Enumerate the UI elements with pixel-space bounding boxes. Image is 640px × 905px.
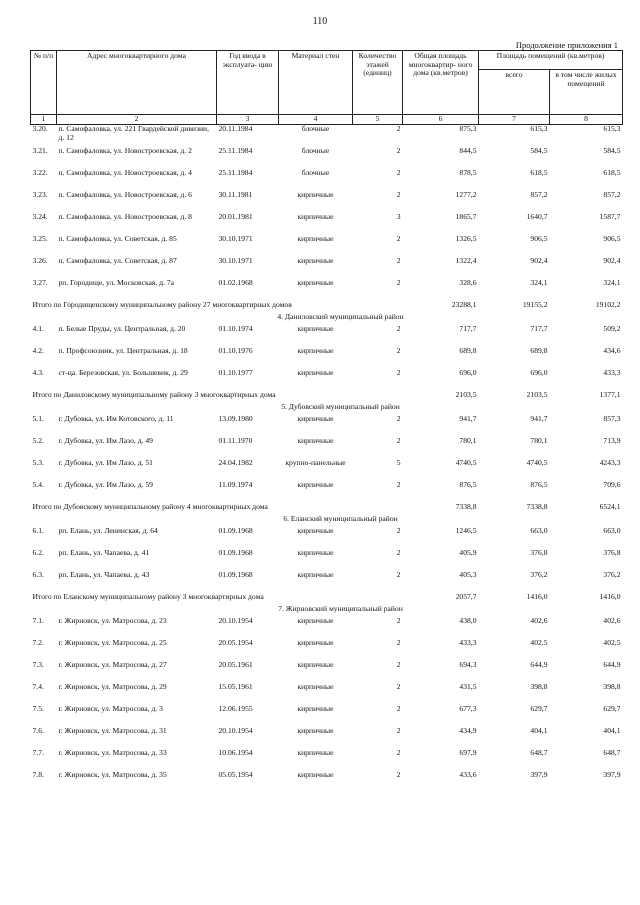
column-number: 3 (217, 115, 279, 125)
row-area-living: 648,7 (603, 748, 621, 757)
row-floors: 2 (396, 660, 401, 669)
row-area-all: 876,5 (530, 480, 548, 489)
row-address: рп. Елань, ул. Ленинская, д. 64 (58, 526, 158, 535)
row-year: 11.09.1974 (218, 480, 253, 489)
row-address: г. Жирновск, ул. Матросова, д. 27 (58, 660, 167, 669)
row-year: 30.10.1971 (218, 256, 253, 265)
row-area-all: 696,0 (530, 368, 548, 377)
row-area-living: 324,1 (603, 278, 621, 287)
total-label: Итого по Дубовскому муниципальному району 4 многоквартирных дома (32, 502, 268, 511)
row-total-area: 780,1 (459, 436, 477, 445)
row-number: 3.22. (32, 168, 48, 177)
row-address: рп. Городище, ул. Московская, д. 7а (58, 278, 175, 287)
section-heading: 5. Дубовский муниципальный район (281, 402, 400, 411)
row-area-all: 717,7 (530, 324, 548, 333)
header-total-area: Общая площадь многоквартир- ного дома (кв.метров) (403, 51, 479, 115)
row-number: 5.1. (32, 414, 44, 423)
row-number: 7.2. (32, 638, 44, 647)
row-year: 01.11.1970 (218, 436, 253, 445)
table-row (31, 213, 623, 235)
total-area-living: 19102,2 (595, 300, 621, 309)
row-year: 20.10.1954 (218, 726, 253, 735)
column-number: 1 (31, 115, 57, 125)
table-row (31, 705, 623, 727)
row-material: кирпичные (297, 190, 334, 199)
row-address: г. Дубовка, ул. Им Котовского, д. 11 (58, 414, 174, 423)
row-year: 01.10.1977 (218, 368, 253, 377)
row-floors: 2 (396, 368, 401, 377)
row-area-all: 629,7 (530, 704, 548, 713)
row-address: рп. Елань, ул. Чапаева, д. 41 (58, 548, 150, 557)
table-row (31, 347, 623, 369)
row-floors: 2 (396, 704, 401, 713)
row-number: 7.6. (32, 726, 44, 735)
row-material: кирпичные (297, 234, 334, 243)
row-material: кирпичные (297, 324, 334, 333)
row-number: 3.24. (32, 212, 48, 221)
row-area-all: 648,7 (530, 748, 548, 757)
row-floors: 2 (396, 234, 401, 243)
row-material: кирпичные (297, 726, 334, 735)
total-label: Итого по Даниловскому муниципальному району 3 многоквартирных дома (32, 390, 276, 399)
row-area-all: 376,8 (530, 548, 548, 557)
row-area-all: 780,1 (530, 436, 548, 445)
row-year: 25.11.1984 (218, 146, 253, 155)
row-area-all: 1640,7 (526, 212, 548, 221)
section-heading: 6. Еланский муниципальный район (283, 514, 398, 523)
column-number: 5 (353, 115, 403, 125)
row-number: 6.3. (32, 570, 44, 579)
row-area-living: 434,6 (603, 346, 621, 355)
row-address: г. Дубовка, ул. Им Лазо, д. 51 (58, 458, 153, 467)
row-address: п. Профсоюзник, ул. Центральная, д. 18 (58, 346, 188, 355)
row-total-area: 405,9 (459, 548, 477, 557)
row-floors: 2 (396, 682, 401, 691)
total-area: 7338,8 (455, 502, 477, 511)
row-area-living: 713,9 (603, 436, 621, 445)
row-material: блочные (301, 168, 330, 177)
row-year: 01.10.1976 (218, 346, 253, 355)
row-area-all: 4740,5 (526, 458, 548, 467)
row-total-area: 1865,7 (455, 212, 477, 221)
row-material: кирпичные (297, 278, 334, 287)
row-number: 6.1. (32, 526, 44, 535)
row-area-living: 402,6 (603, 616, 621, 625)
row-total-area: 1326,5 (455, 234, 477, 243)
table-row (31, 661, 623, 683)
table-row (31, 749, 623, 771)
row-area-living: 644,9 (603, 660, 621, 669)
row-total-area: 697,9 (459, 748, 477, 757)
row-number: 7.1. (32, 616, 44, 625)
row-area-living: 376,8 (603, 548, 621, 557)
row-area-living: 584,5 (603, 146, 621, 155)
row-total-area: 876,5 (459, 480, 477, 489)
row-floors: 2 (396, 616, 401, 625)
row-total-area: 438,0 (459, 616, 477, 625)
row-material: кирпичные (297, 660, 334, 669)
row-floors: 2 (396, 480, 401, 489)
row-total-area: 677,3 (459, 704, 477, 713)
header-address: Адрес многоквартирного дома (57, 51, 217, 115)
row-number: 4.3. (32, 368, 44, 377)
row-year: 01.09.1968 (218, 526, 253, 535)
row-address: г. Жирновск, ул. Матросова, д. 3 (58, 704, 163, 713)
row-total-area: 4740,5 (455, 458, 477, 467)
row-year: 20.01.1981 (218, 212, 253, 221)
row-total-area: 689,8 (459, 346, 477, 355)
table-row (31, 617, 623, 639)
total-area: 2057,7 (455, 592, 477, 601)
row-floors: 2 (396, 436, 401, 445)
row-total-area: 405,3 (459, 570, 477, 579)
table-row (31, 191, 623, 213)
row-floors: 2 (396, 548, 401, 557)
row-area-living: 618,5 (603, 168, 621, 177)
row-material: кирпичные (297, 436, 334, 445)
row-floors: 2 (396, 726, 401, 735)
row-material: кирпичные (297, 256, 334, 265)
row-address: п. Самофаловка, ул. Новостроевская, д. 2 (58, 146, 192, 155)
header-floors: Количество этажей (единиц) (353, 51, 403, 115)
row-area-all: 689,8 (530, 346, 548, 355)
row-address: г. Дубовка, ул. Им Лазо, д. 59 (58, 480, 153, 489)
table-row (31, 549, 623, 571)
page-number: 110 (312, 16, 328, 27)
header-premises: Площадь помещений (кв.метров) (479, 51, 623, 70)
row-address: ст-ца. Березовская, ул. Большевик, д. 29 (58, 368, 188, 377)
row-area-living: 4243,3 (599, 458, 621, 467)
row-address: г. Жирновск, ул. Матросова, д. 23 (58, 616, 167, 625)
row-material: кирпичные (297, 570, 334, 579)
row-address: г. Жирновск, ул. Матросова, д. 29 (58, 682, 167, 691)
row-address: п. Самофаловка, ул. Новостроевская, д. 8 (58, 212, 192, 221)
row-floors: 2 (396, 526, 401, 535)
total-area-living: 1416,0 (599, 592, 621, 601)
row-year: 05.05.1954 (218, 770, 253, 779)
table-row (31, 459, 623, 481)
header-premises-living: в том числе жилых помещений (550, 70, 623, 115)
row-year: 30.10.1971 (218, 234, 253, 243)
row-number: 4.1. (32, 324, 44, 333)
row-area-all: 618,5 (530, 168, 548, 177)
row-number: 5.2. (32, 436, 44, 445)
row-address: п. Самофаловка, ул. Новостроевская, д. 6 (58, 190, 192, 199)
row-area-living: 857,3 (603, 414, 621, 423)
row-area-living: 433,3 (603, 368, 621, 377)
row-area-all: 584,5 (530, 146, 548, 155)
total-label: Итого по Еланскому муниципальному району 3 многоквартирных дома (32, 592, 264, 601)
row-total-area: 434,9 (459, 726, 477, 735)
row-year: 20.11.1984 (218, 124, 253, 133)
row-floors: 2 (396, 278, 401, 287)
row-material: кирпичные (297, 212, 334, 221)
table-row (31, 639, 623, 661)
table-row (31, 257, 623, 279)
total-area-all: 7338,8 (526, 502, 548, 511)
row-floors: 2 (396, 748, 401, 757)
row-floors: 2 (396, 414, 401, 423)
table-row (31, 571, 623, 593)
row-floors: 2 (396, 256, 401, 265)
row-address: рп. Елань, ул. Чапаева, д. 43 (58, 570, 150, 579)
row-material: кирпичные (297, 526, 334, 535)
row-area-living: 615,3 (603, 124, 621, 133)
row-area-living: 906,5 (603, 234, 621, 243)
row-address: п. Самофаловка, ул. Советская, д. 85 (58, 234, 177, 243)
total-area: 23288,1 (451, 300, 477, 309)
row-area-all: 644,9 (530, 660, 548, 669)
housing-table (30, 50, 623, 793)
row-area-all: 402,5 (530, 638, 548, 647)
row-total-area: 941,7 (459, 414, 477, 423)
row-floors: 2 (396, 638, 401, 647)
row-total-area: 717,7 (459, 324, 477, 333)
row-material: кирпичные (297, 682, 334, 691)
row-address: г. Жирновск, ул. Матросова, д. 25 (58, 638, 167, 647)
table-row (31, 481, 623, 503)
row-area-all: 941,7 (530, 414, 548, 423)
row-material: кирпичные (297, 770, 334, 779)
row-total-area: 431,5 (459, 682, 477, 691)
row-total-area: 1246,5 (455, 526, 477, 535)
row-number: 7.5. (32, 704, 44, 713)
row-number: 3.25. (32, 234, 48, 243)
row-floors: 2 (396, 168, 401, 177)
row-year: 20.10.1954 (218, 616, 253, 625)
table-row (31, 147, 623, 169)
row-material: кирпичные (297, 548, 334, 557)
row-area-living: 902,4 (603, 256, 621, 265)
total-area-all: 19155,2 (522, 300, 548, 309)
row-area-living: 404,1 (603, 726, 621, 735)
column-number: 2 (57, 115, 217, 125)
row-number: 4.2. (32, 346, 44, 355)
row-floors: 5 (396, 458, 401, 467)
row-year: 13.09.1980 (218, 414, 253, 423)
row-address: г. Жирновск, ул. Матросова, д. 31 (58, 726, 167, 735)
row-area-all: 404,1 (530, 726, 548, 735)
section-heading: 4. Даниловский муниципальный район (277, 312, 404, 321)
table-row (31, 125, 623, 148)
row-total-area: 433,6 (459, 770, 477, 779)
table-row (31, 235, 623, 257)
row-area-living: 402,5 (603, 638, 621, 647)
column-number: 7 (479, 115, 550, 125)
row-year: 01.09.1968 (218, 548, 253, 557)
row-area-living: 629,7 (603, 704, 621, 713)
row-area-all: 376,2 (530, 570, 548, 579)
row-material: кирпичные (297, 748, 334, 757)
row-total-area: 1322,4 (455, 256, 477, 265)
section-heading: 7. Жирновский муниципальный район (278, 604, 403, 613)
row-material: кирпичные (297, 638, 334, 647)
row-area-living: 376,2 (603, 570, 621, 579)
row-material: кирпичные (297, 346, 334, 355)
table-row (31, 279, 623, 301)
total-label: Итого по Городищенскому муниципальному району 27 многоквартирных домов (32, 300, 292, 309)
row-number: 5.4. (32, 480, 44, 489)
column-number-row (31, 115, 623, 125)
row-year: 12.06.1955 (218, 704, 253, 713)
row-address: г. Жирновск, ул. Матросова, д. 35 (58, 770, 167, 779)
row-number: 7.7. (32, 748, 44, 757)
continuation-note: Продолжение приложения 1 (515, 40, 618, 50)
row-floors: 2 (396, 346, 401, 355)
row-number: 3.21. (32, 146, 48, 155)
table-row (31, 325, 623, 347)
row-floors: 2 (396, 770, 401, 779)
row-total-area: 844,5 (459, 146, 477, 155)
row-material: крупно-панельные (285, 458, 346, 467)
total-area: 2103,5 (455, 390, 477, 399)
row-number: 3.26. (32, 256, 48, 265)
row-material: блочные (301, 146, 330, 155)
row-address: г. Дубовка, ул. Им Лазо, д. 49 (58, 436, 153, 445)
row-total-area: 433,3 (459, 638, 477, 647)
row-material: кирпичные (297, 414, 334, 423)
table-body (31, 125, 623, 794)
row-area-living: 663,0 (603, 526, 621, 535)
row-total-area: 878,5 (459, 168, 477, 177)
table-row (31, 369, 623, 391)
row-number: 3.20. (32, 124, 48, 133)
header-material: Материал стен (279, 51, 353, 115)
table-row (31, 415, 623, 437)
row-year: 01.09.1968 (218, 570, 253, 579)
row-total-area: 328,6 (459, 278, 477, 287)
row-year: 25.11.1984 (218, 168, 253, 177)
row-address: п. Самофаловка, ул. 221 Гвардейской дивизии, д. 12 (58, 124, 209, 142)
row-material: блочные (301, 124, 330, 133)
column-number: 8 (550, 115, 623, 125)
row-material: кирпичные (297, 480, 334, 489)
row-year: 20.05.1954 (218, 638, 253, 647)
table-row (31, 727, 623, 749)
header-year: Год ввода в эксплуата- цию (217, 51, 279, 115)
row-material: кирпичные (297, 368, 334, 377)
row-material: кирпичные (297, 616, 334, 625)
row-area-all: 906,5 (530, 234, 548, 243)
row-area-living: 1587,7 (599, 212, 621, 221)
row-area-all: 324,1 (530, 278, 548, 287)
header-num: № п/п (31, 51, 57, 115)
row-area-all: 398,8 (530, 682, 548, 691)
row-area-all: 402,6 (530, 616, 548, 625)
column-number: 4 (279, 115, 353, 125)
row-year: 15.05.1961 (218, 682, 253, 691)
row-area-all: 615,3 (530, 124, 548, 133)
row-number: 7.4. (32, 682, 44, 691)
row-floors: 2 (396, 190, 401, 199)
row-number: 5.3. (32, 458, 44, 467)
row-area-all: 663,0 (530, 526, 548, 535)
row-address: п. Белые Пруды, ул. Центральная, д. 20 (58, 324, 186, 333)
row-area-all: 857,2 (530, 190, 548, 199)
row-area-living: 398,8 (603, 682, 621, 691)
row-area-living: 709,6 (603, 480, 621, 489)
row-floors: 2 (396, 146, 401, 155)
row-year: 10.06.1954 (218, 748, 253, 757)
row-number: 3.23. (32, 190, 48, 199)
row-number: 3.27. (32, 278, 48, 287)
row-number: 7.8. (32, 770, 44, 779)
row-year: 01.10.1974 (218, 324, 253, 333)
row-number: 6.2. (32, 548, 44, 557)
table-row (31, 527, 623, 549)
row-floors: 2 (396, 570, 401, 579)
total-area-living: 1377,1 (599, 390, 621, 399)
row-address: п. Самофаловка, ул. Новостроевская, д. 4 (58, 168, 192, 177)
column-number: 6 (403, 115, 479, 125)
table-row (31, 169, 623, 191)
row-floors: 2 (396, 324, 401, 333)
row-address: г. Жирновск, ул. Матросова, д. 33 (58, 748, 167, 757)
row-total-area: 1277,2 (455, 190, 477, 199)
total-area-living: 6524,1 (599, 502, 621, 511)
row-floors: 3 (396, 212, 401, 221)
row-total-area: 696,0 (459, 368, 477, 377)
table-row (31, 437, 623, 459)
row-total-area: 875,3 (459, 124, 477, 133)
row-year: 24.04.1982 (218, 458, 253, 467)
row-material: кирпичные (297, 704, 334, 713)
row-address: п. Самофаловка, ул. Советская, д. 87 (58, 256, 177, 265)
row-area-living: 397,9 (603, 770, 621, 779)
row-floors: 2 (396, 124, 401, 133)
row-area-all: 902,4 (530, 256, 548, 265)
total-area-all: 1416,0 (526, 592, 548, 601)
row-year: 01.02.1968 (218, 278, 253, 287)
table-row (31, 771, 623, 793)
table-row (31, 683, 623, 705)
row-year: 20.05.1961 (218, 660, 253, 669)
header-premises-all: всего (479, 70, 550, 115)
row-area-living: 509,2 (603, 324, 621, 333)
row-area-all: 397,9 (530, 770, 548, 779)
row-number: 7.3. (32, 660, 44, 669)
row-area-living: 857,2 (603, 190, 621, 199)
row-year: 30.11.1981 (218, 190, 253, 199)
total-area-all: 2103,5 (526, 390, 548, 399)
row-total-area: 694,3 (459, 660, 477, 669)
